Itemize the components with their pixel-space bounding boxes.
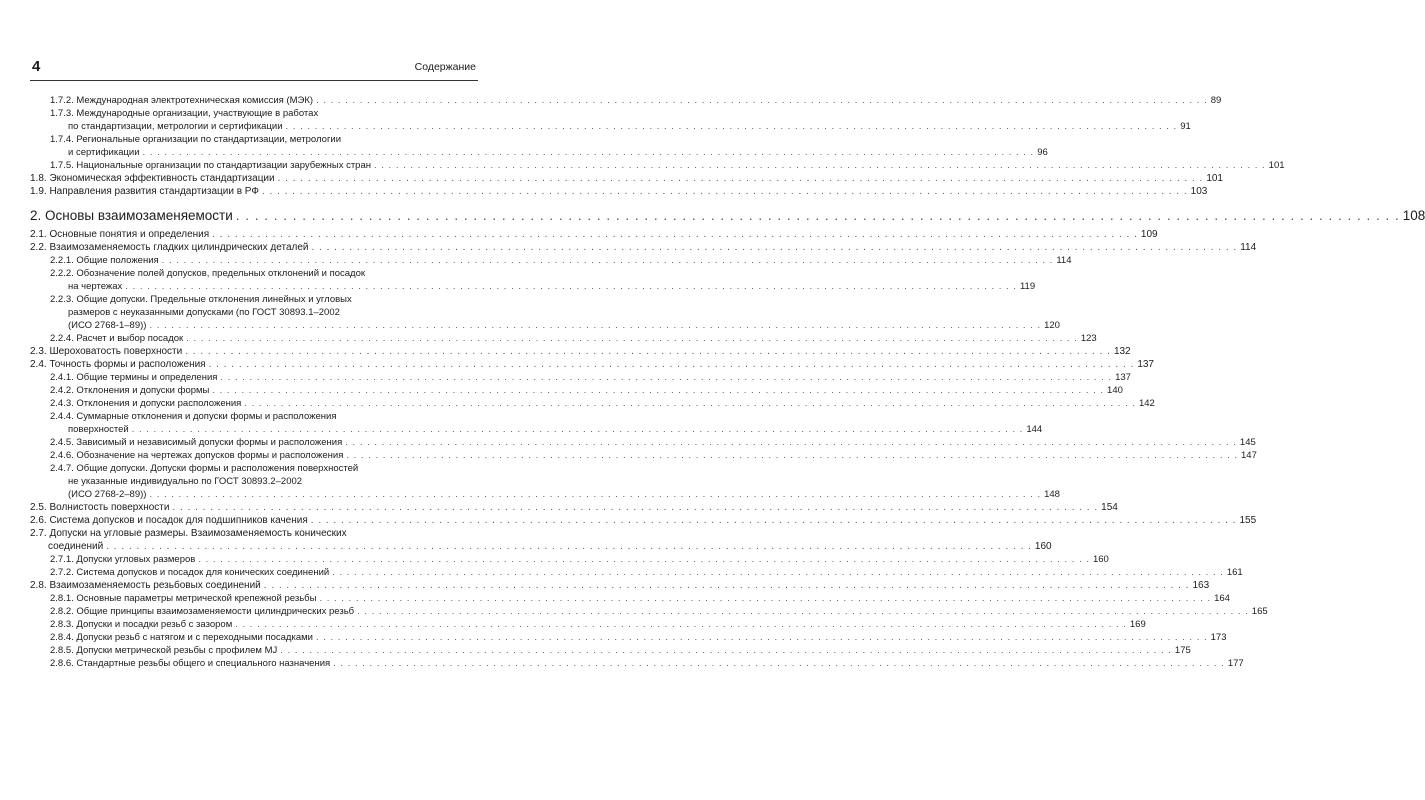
toc-page-number: 175: [1174, 645, 1191, 656]
toc-entry[interactable]: [30, 566, 1243, 579]
toc-entry-title: 2.7.2. Система допусков и посадок для конических соединений: [50, 567, 330, 578]
toc-entry-title: соединений: [48, 541, 104, 552]
toc-entry-title: 2.2.3. Общие допуски. Предельные отклонения линейных и угловых: [50, 294, 352, 305]
dot-leader: [212, 384, 1104, 397]
toc-entry-title: 1.7.4. Региональные организации по стандартизации, метрологии: [50, 134, 342, 145]
toc-entry-title: 2.4.2. Отклонения и допуски формы: [50, 385, 210, 396]
toc-entry[interactable]: [30, 133, 1048, 159]
toc-entry-title: поверхностей: [68, 424, 129, 435]
dot-leader: [264, 579, 1190, 592]
toc-entry-title: (ИСО 2768-1–89)): [68, 320, 147, 331]
toc-entry[interactable]: [30, 204, 1425, 228]
toc-page-number: 114: [1056, 255, 1072, 266]
dot-leader: [149, 319, 1041, 332]
toc-entry[interactable]: [30, 553, 1109, 566]
dot-leader: [311, 514, 1237, 527]
toc-page-number: 137: [1115, 372, 1131, 383]
dot-leader: [143, 146, 1035, 159]
toc-entry-title: и сертификации: [68, 147, 140, 158]
toc-entry-title: 2.4.1. Общие термины и определения: [50, 372, 218, 383]
toc-entry[interactable]: [30, 384, 1123, 397]
dot-leader: [280, 644, 1172, 657]
toc-page-number: 169: [1129, 619, 1146, 630]
toc-page-number: 119: [1019, 281, 1036, 292]
toc-entry[interactable]: [30, 501, 1118, 514]
toc-entry-title: 1.9. Направления развития стандартизации в РФ: [30, 186, 259, 197]
toc-entry[interactable]: [30, 293, 1060, 332]
toc-entry[interactable]: [30, 657, 1244, 670]
toc-page-number: 108: [1402, 208, 1425, 223]
toc-entry-title: размеров с неуказанными допусками (по ГОСТ 30893.1–2002: [68, 307, 340, 318]
toc-entry[interactable]: [30, 159, 1285, 172]
toc-entry-title: 2.2.1. Общие положения: [50, 255, 159, 266]
toc-page-number: 89: [1210, 95, 1222, 106]
dot-leader: [316, 631, 1208, 644]
toc-entry[interactable]: [30, 592, 1230, 605]
toc-entry-title: 2.4.5. Зависимый и независимый допуски формы и расположения: [50, 437, 343, 448]
toc-entry-title: 2. Основы взаимозаменяемости: [30, 208, 233, 223]
dot-leader: [162, 254, 1054, 267]
dot-leader: [220, 371, 1112, 384]
toc-page-number: 132: [1113, 346, 1131, 357]
toc-entry-title: (ИСО 2768-2–89)): [68, 489, 147, 500]
toc-entry[interactable]: [30, 631, 1227, 644]
dot-leader: [185, 345, 1111, 358]
toc-page-number: 148: [1044, 489, 1060, 500]
dot-leader: [212, 228, 1138, 241]
toc-entry-title: 1.7.3. Международные организации, участвующие в работах: [50, 108, 319, 119]
toc-page-number: 109: [1140, 229, 1158, 240]
dot-leader: [186, 332, 1078, 345]
toc-page-number: 91: [1180, 121, 1191, 132]
toc-entry[interactable]: [30, 267, 1036, 293]
toc-entry-title: 2.4. Точность формы и расположения: [30, 359, 206, 370]
toc-entry-title: по стандартизации, метрологии и сертификации: [68, 121, 283, 132]
dot-leader: [345, 436, 1237, 449]
dot-leader: [236, 204, 1400, 228]
toc-entry-title: 2.4.4. Суммарные отклонения и допуски формы и расположения: [50, 411, 337, 422]
toc-entry[interactable]: [30, 644, 1191, 657]
toc-page-number: 177: [1227, 658, 1244, 669]
toc-page-number: 142: [1138, 398, 1155, 409]
toc-entry-title: 2.2. Взаимозаменяемость гладких цилиндрических деталей: [30, 242, 309, 253]
header-rule: [30, 80, 478, 81]
toc-entry-title: 2.8. Взаимозаменяемость резьбовых соединений: [30, 580, 261, 591]
toc-entry-title: 1.7.2. Международная электротехническая комиссия (МЭК): [50, 95, 314, 106]
toc-entry-title: 2.6. Система допусков и посадок для подшипников качения: [30, 515, 308, 526]
toc-entry-title: 2.4.3. Отклонения и допуски расположения: [50, 398, 242, 409]
toc-entry[interactable]: [30, 94, 1222, 107]
toc-entry-title: на чертежах: [68, 281, 123, 292]
toc-page-number: 103: [1190, 186, 1208, 197]
dot-leader: [198, 553, 1090, 566]
dot-leader: [172, 501, 1098, 514]
toc-entry-title: 2.4.7. Общие допуски. Допуски формы и расположения поверхностей: [50, 463, 359, 474]
toc-entry-title: не указанные индивидуально по ГОСТ 30893.2–2002: [68, 476, 303, 487]
toc-entry[interactable]: [30, 436, 1256, 449]
toc-entry[interactable]: [30, 371, 1131, 384]
toc-entry-title: 2.5. Волнистость поверхности: [30, 502, 170, 513]
toc-entry-title: 2.2.2. Обозначение полей допусков, предельных отклонений и посадок: [50, 268, 366, 279]
toc-page-number: 137: [1137, 359, 1154, 370]
toc-entry[interactable]: [30, 527, 1052, 553]
toc-entry[interactable]: [30, 241, 1257, 254]
toc-page-number: 154: [1101, 502, 1118, 513]
toc-entry[interactable]: [30, 107, 1191, 133]
toc-entry[interactable]: [30, 449, 1257, 462]
toc-entry-title: 2.7. Допуски на угловые размеры. Взаимозаменяемость конических: [30, 528, 347, 539]
dot-leader: [286, 120, 1178, 133]
toc-entry-title: 2.7.1. Допуски угловых размеров: [50, 554, 196, 565]
toc-entry-title: 2.8.2. Общие принципы взаимозаменяемости цилиндрических резьб: [50, 606, 355, 617]
toc-entry[interactable]: [30, 605, 1268, 618]
dot-leader: [262, 185, 1188, 198]
dot-leader: [333, 657, 1225, 670]
toc-page-number: 161: [1226, 567, 1243, 578]
toc-page-number: 160: [1034, 541, 1052, 552]
toc-page-number: 140: [1107, 385, 1123, 396]
toc-entry[interactable]: [30, 358, 1154, 371]
toc-page-number: 164: [1214, 593, 1230, 604]
toc-entry[interactable]: [30, 228, 1158, 241]
page-number: 4: [32, 58, 41, 75]
toc-entry-title: 1.8. Экономическая эффективность стандартизации: [30, 173, 275, 184]
toc-entry[interactable]: [30, 254, 1072, 267]
toc-entry-title: 2.8.6. Стандартные резьбы общего и специального назначения: [50, 658, 331, 669]
toc-entry-title: 2.3. Шероховатость поверхности: [30, 346, 183, 357]
toc-entry-title: 1.7.5. Национальные организации по стандартизации зарубежных стран: [50, 160, 371, 171]
toc-page-number: 120: [1044, 320, 1060, 331]
toc-entry-title: 2.8.3. Допуски и посадки резьб с зазором: [50, 619, 233, 630]
toc-page-number: 145: [1239, 437, 1256, 448]
toc-page-number: 114: [1240, 242, 1257, 253]
toc-entry-title: 2.8.1. Основные параметры метрической крепежной резьбы: [50, 593, 317, 604]
dot-leader: [106, 540, 1032, 553]
dot-leader: [346, 449, 1238, 462]
section-title: Содержание: [414, 61, 476, 73]
toc-entry[interactable]: [30, 397, 1155, 410]
toc-entry[interactable]: [30, 514, 1257, 527]
toc-entry-title: 2.1. Основные понятия и определения: [30, 229, 210, 240]
toc-page-number: 160: [1092, 554, 1109, 565]
toc-page-number: 144: [1026, 424, 1043, 435]
toc-page-number: 163: [1192, 580, 1210, 591]
dot-leader: [312, 241, 1238, 254]
toc-page-number: 101: [1206, 173, 1223, 184]
toc-page-number: 96: [1037, 147, 1048, 158]
toc-entry[interactable]: [30, 618, 1146, 631]
toc-entry[interactable]: [30, 185, 1208, 198]
dot-leader: [244, 397, 1136, 410]
toc-entry-title: 2.4.6. Обозначение на чертежах допусков формы и расположения: [50, 450, 344, 461]
toc-entry[interactable]: [30, 462, 1060, 501]
toc-page-number: 101: [1268, 160, 1285, 171]
dot-leader: [209, 358, 1135, 371]
toc-entry[interactable]: [30, 332, 1097, 345]
toc-entry-title: 2.8.4. Допуски резьб с натягом и с переходными посадками: [50, 632, 313, 643]
toc-page-number: 123: [1080, 333, 1097, 344]
dot-leader: [235, 618, 1127, 631]
toc-entry-title: 2.8.5. Допуски метрической резьбы с профилем MJ: [50, 645, 278, 656]
dot-leader: [125, 280, 1017, 293]
dot-leader: [332, 566, 1224, 579]
toc-page-number: 155: [1239, 515, 1257, 526]
toc-page-number: 165: [1251, 606, 1268, 617]
toc-entry[interactable]: [30, 410, 1043, 436]
table-of-contents: [30, 94, 1425, 670]
dot-leader: [319, 592, 1211, 605]
toc-entry[interactable]: [30, 172, 1223, 185]
dot-leader: [149, 488, 1041, 501]
dot-leader: [132, 423, 1024, 436]
dot-leader: [278, 172, 1204, 185]
toc-page-number: 173: [1210, 632, 1227, 643]
dot-leader: [374, 159, 1266, 172]
toc-entry[interactable]: [30, 579, 1210, 592]
dot-leader: [316, 94, 1208, 107]
toc-entry-title: 2.2.4. Расчет и выбор посадок: [50, 333, 184, 344]
dot-leader: [357, 605, 1249, 618]
toc-entry[interactable]: [30, 345, 1131, 358]
page-header: [30, 56, 478, 78]
toc-page-number: 147: [1241, 450, 1257, 461]
